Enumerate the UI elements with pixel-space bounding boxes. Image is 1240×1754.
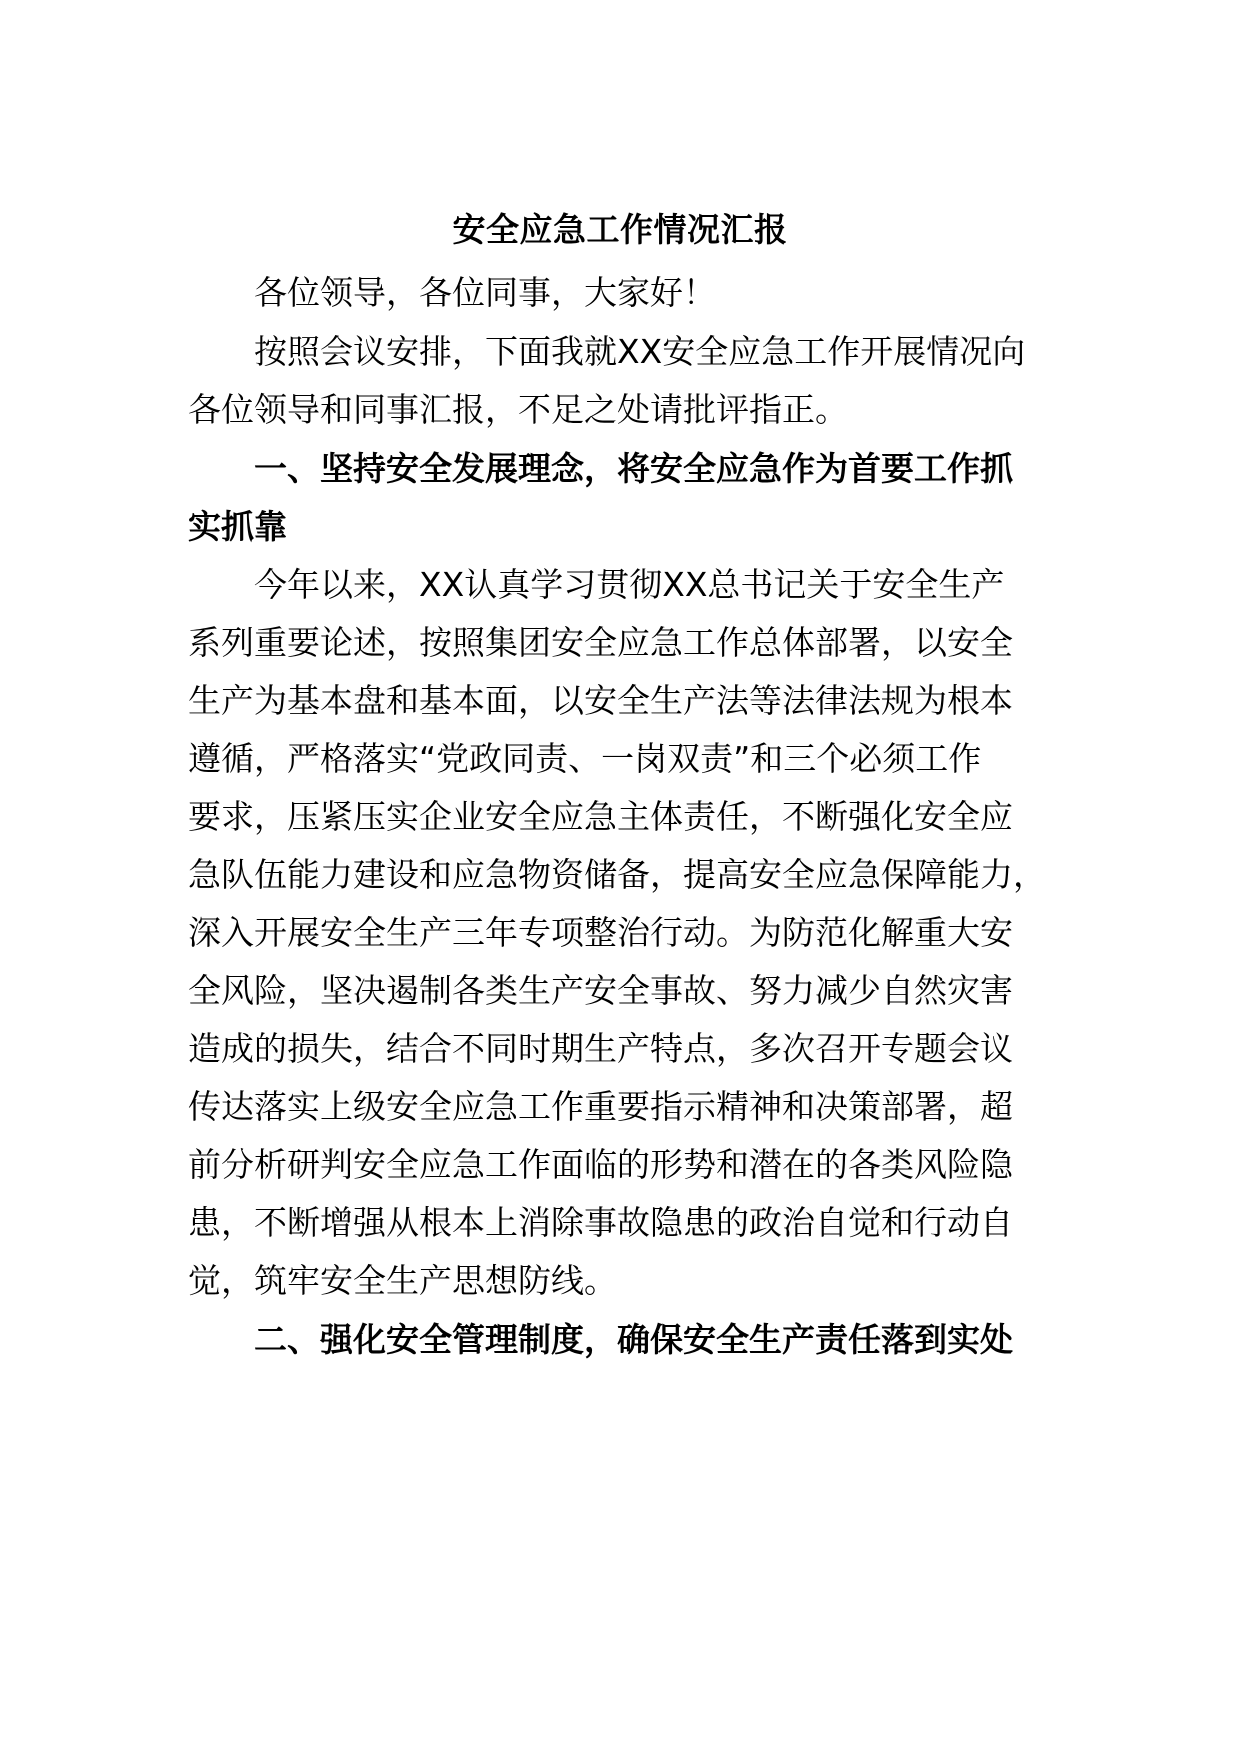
body-line: 急队伍能力建设和应急物资储备，提高安全应急保障能力， — [188, 855, 1046, 894]
body-line: 造成的损失，结合不同时期生产特点，多次召开专题会议 — [188, 1029, 1013, 1068]
body-line: 前分析研判安全应急工作面临的形势和潜在的各类风险隐 — [188, 1145, 1013, 1184]
intro-line-2: 各位领导和同事汇报，不足之处请批评指正。 — [188, 390, 848, 429]
intro-line-1: 按照会议安排，下面我就XX安全应急工作开展情况向 — [254, 332, 1026, 371]
body-line: 遵循，严格落实“党政同责、一岗双责”和三个必须工作 — [188, 739, 982, 778]
body-line: 全风险，坚决遏制各类生产安全事故、努力减少自然灾害 — [188, 971, 1013, 1010]
body-line: 深入开展安全生产三年专项整治行动。为防范化解重大安 — [188, 913, 1013, 952]
greeting-line: 各位领导，各位同事，大家好！ — [254, 273, 716, 312]
section-2-heading: 二、强化安全管理制度，确保安全生产责任落到实处 — [254, 1320, 1013, 1359]
section-1-heading-line-2: 实抓靠 — [188, 507, 287, 546]
section-1-heading-line-1: 一、坚持安全发展理念，将安全应急作为首要工作抓 — [254, 449, 1013, 488]
body-line: 患，不断增强从根本上消除事故隐患的政治自觉和行动自 — [188, 1203, 1013, 1242]
body-line: 觉，筑牢安全生产思想防线。 — [188, 1261, 617, 1300]
document-title: 安全应急工作情况汇报 — [452, 210, 788, 249]
body-line: 系列重要论述，按照集团安全应急工作总体部署，以安全 — [188, 623, 1013, 662]
body-line: 要求，压紧压实企业安全应急主体责任，不断强化安全应 — [188, 797, 1013, 836]
body-line: 生产为基本盘和基本面，以安全生产法等法律法规为根本 — [188, 681, 1013, 720]
body-line: 今年以来，XX认真学习贯彻XX总书记关于安全生产 — [254, 565, 1005, 604]
body-line: 传达落实上级安全应急工作重要指示精神和决策部署，超 — [188, 1087, 1013, 1126]
